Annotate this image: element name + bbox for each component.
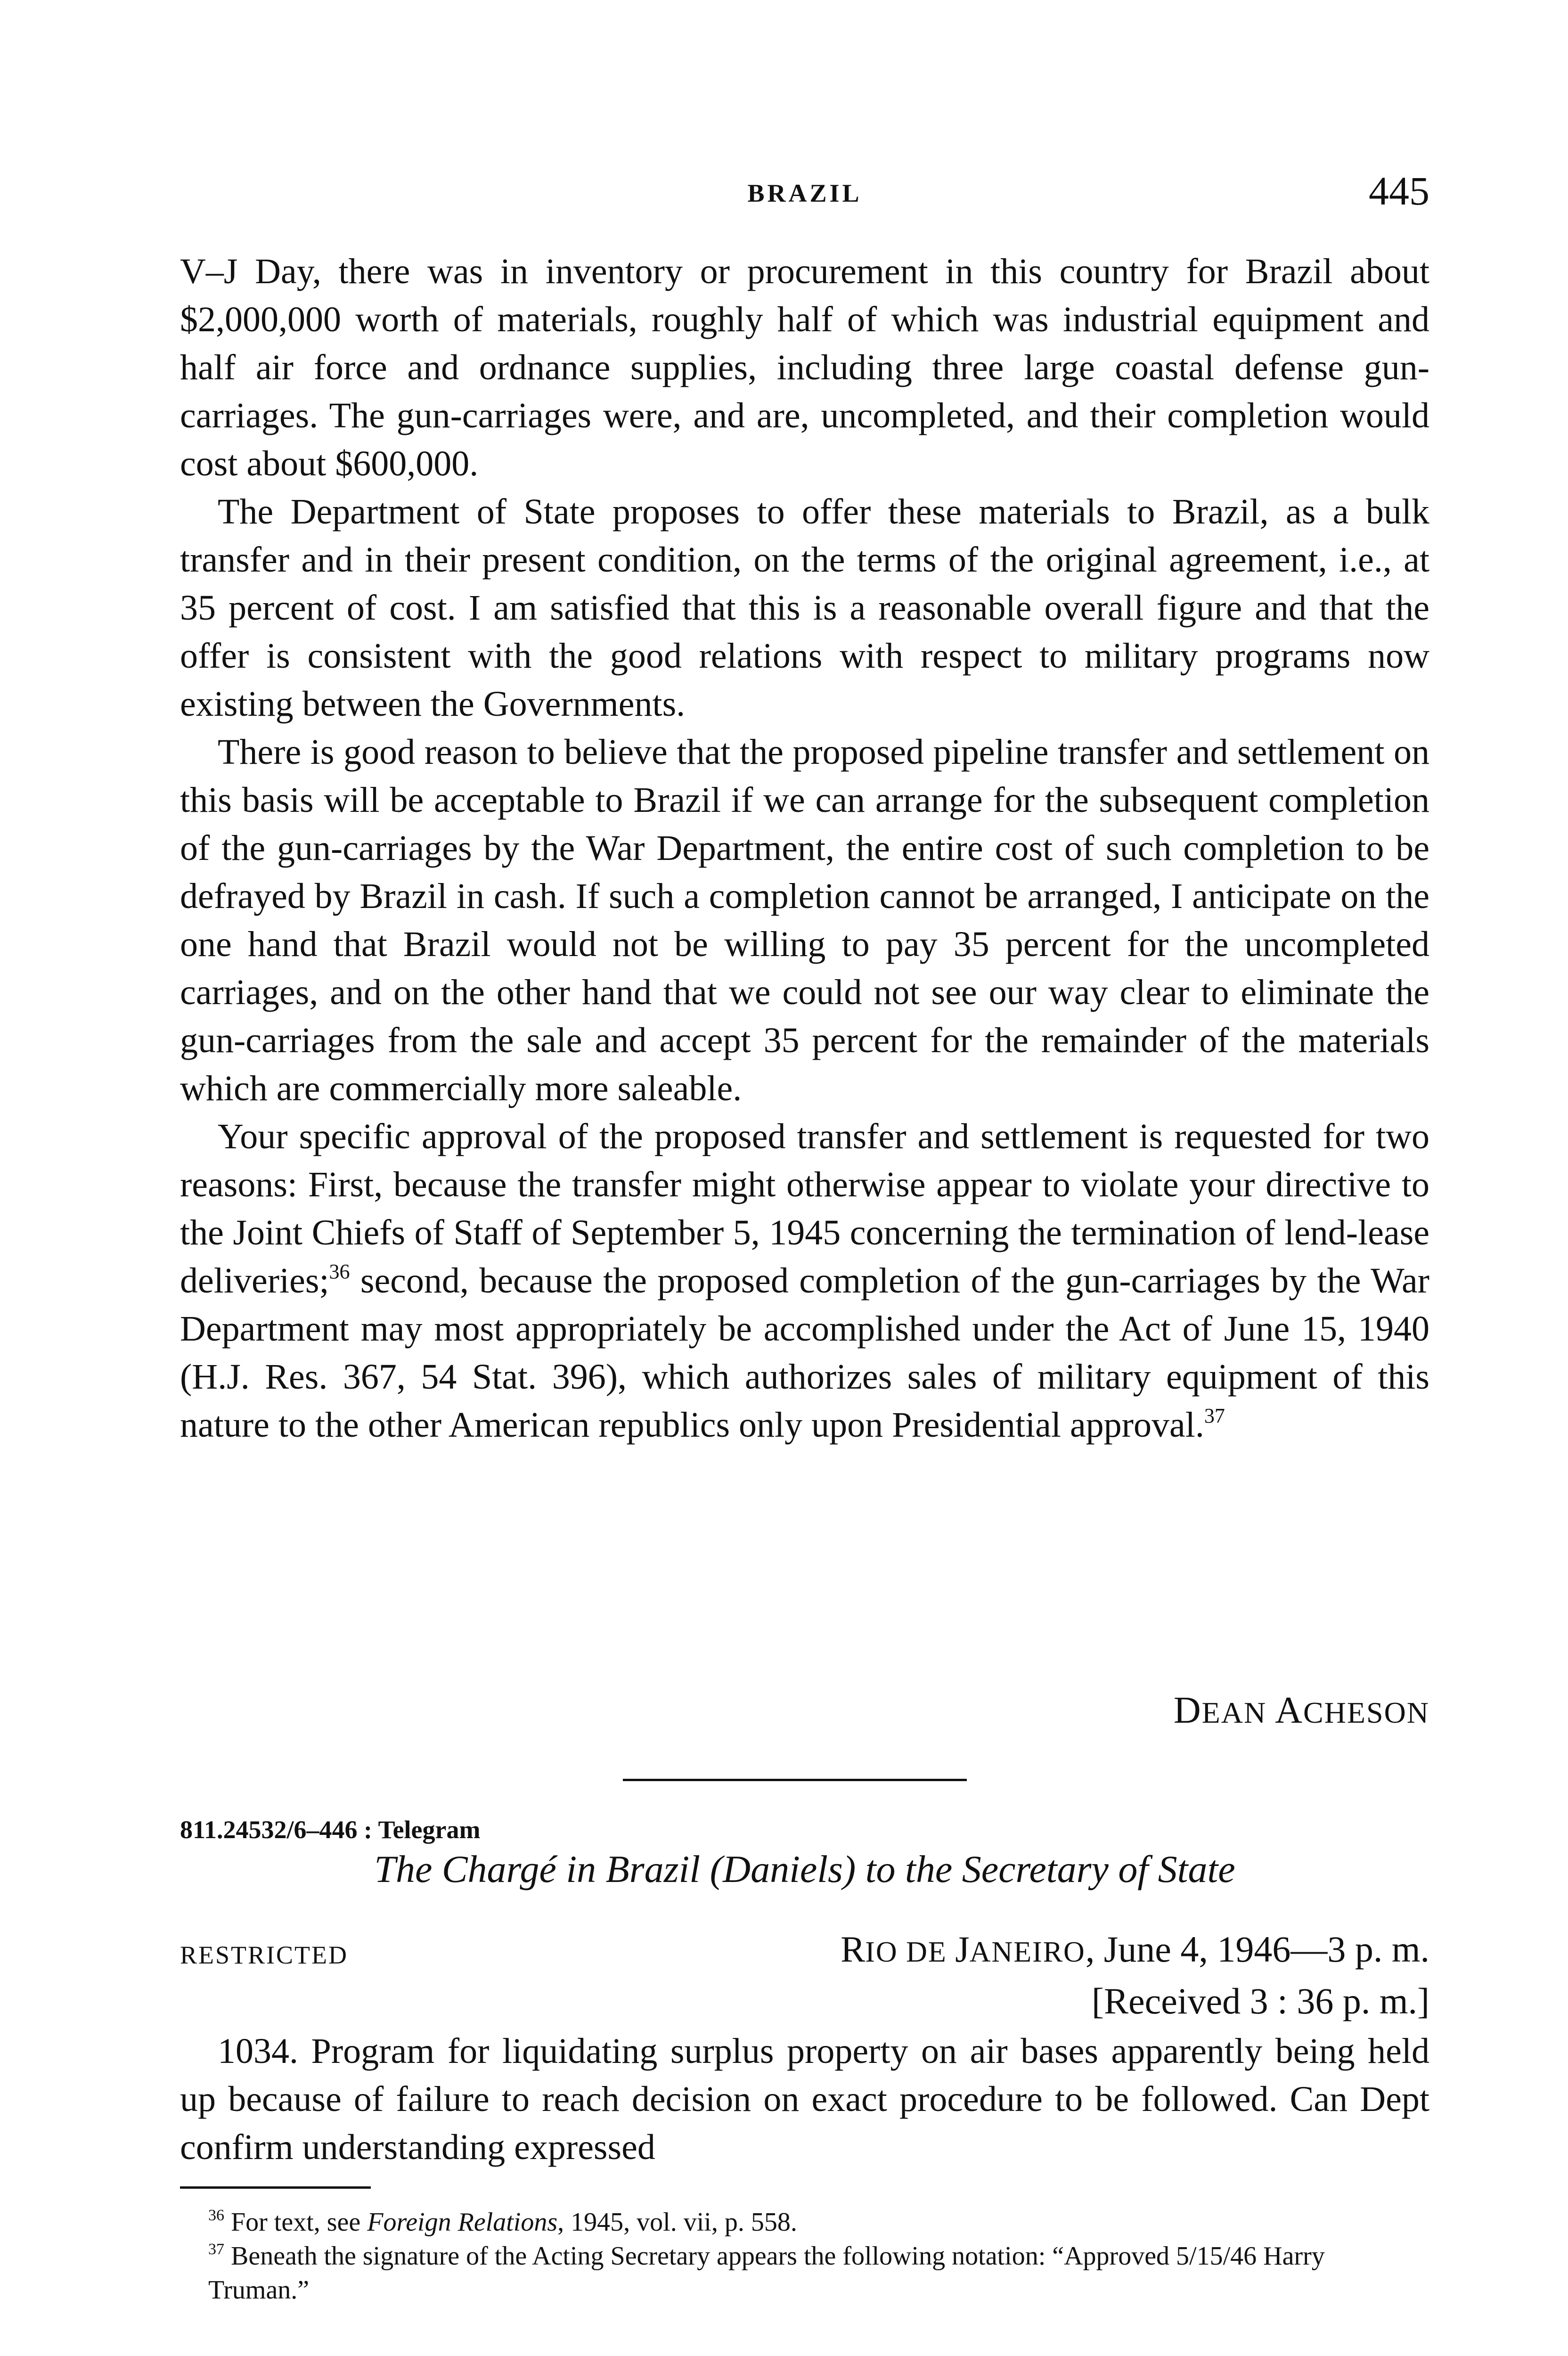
paragraph-2: The Department of State proposes to offer these materials to Brazil, as a bulk transfer and in their present condition, on the terms of the original agreement, i.e., at 35 percent of cost. I am satisfied that this is a reasonable overall figure and that the offer is consistent with the good relations with respect to military programs now existing between the Governments.: [180, 492, 1429, 724]
file-reference: 811.24532/6–446 : Telegram: [180, 1816, 481, 1844]
paragraph-1: V–J Day, there was in inventory or procurement in this country for Brazil about $2,000,000 worth of materials, roughly half of which was industrial equipment and half air force and ordnance supplies, including three large coastal defense gun-carriages. The gun-carriages were, and are, uncompleted, and their completion would cost about $600,000.: [180, 252, 1429, 483]
document-page: [180, 0, 1429, 2356]
footnote-ref-37: 37: [1204, 1404, 1225, 1427]
signature: DEAN ACHESON: [1173, 1690, 1429, 1731]
footnotes: [180, 2205, 1429, 2307]
letter-body: [180, 247, 1429, 1449]
telegram-body: [180, 2027, 1429, 2171]
footnote-37: $^{37}$ Beneath the signature of the Acting Secretary appears the following notation: “Approved 5/15/46 Harry Truman.”: [208, 2241, 1325, 2305]
classification-label: RESTRICTED: [180, 1941, 349, 1969]
dateline-received: [Received 3 : 36 p. m.]: [1092, 1980, 1429, 2021]
document-title: The Chargé in Brazil (Daniels) to the Secretary of State: [374, 1848, 1235, 1890]
running-title: BRAZIL: [747, 179, 862, 207]
dateline: [841, 1925, 1429, 2026]
footnote-36: $^{36}$ For text, see Foreign Relations, 1945, vol. vii, p. 558.: [208, 2207, 797, 2237]
footnote-rule: [180, 2186, 371, 2189]
dateline-sent: RIO DE JANEIRO, June 4, 1946—3 p. m.: [841, 1929, 1429, 1970]
paragraph-4-part-2: second, because the proposed completion of the gun-carriages by the War Department may most appropriately be accomplished under the Act of June 15, 1940 (H.J. Res. 367, 54 Stat. 396), which authorizes sales of military equipment of this nature to the other American republics only upon Presidential approval.: [180, 1261, 1429, 1445]
paragraph-3: There is good reason to believe that the proposed pipeline transfer and settlement on this basis will be acceptable to Brazil if we can arrange for the subsequent completion of the gun-carriages by the War Department, the entire cost of such completion to be defrayed by Brazil in cash. If such a completion cannot be arranged, I anticipate on the one hand that Brazil would not be willing to pay 35 percent for the uncompleted carriages, and on the other hand that we could not see our way clear to eliminate the gun-carriages from the sale and accept 35 percent for the remainder of the materials which are commercially more saleable.: [180, 732, 1429, 1108]
telegram-paragraph: 1034. Program for liquidating surplus property on air bases apparently being held up because of failure to reach decision on exact procedure to be followed. Can Dept confirm understanding expressed: [180, 2031, 1429, 2167]
paragraph-4: [180, 1113, 1429, 1449]
paragraph-4-part-1: Your specific approval of the proposed transfer and settlement is requested for two reasons: First, because the transfer might otherwise appear to violate your directive to the Joint Chiefs of Staff of September 5, 1945 concerning the termination of lend-lease deliveries;: [180, 1117, 1429, 1301]
page-number: 445: [1369, 168, 1429, 213]
running-head: [180, 167, 1429, 214]
footnote-ref-36: 36: [329, 1260, 350, 1283]
section-divider: [623, 1779, 967, 1781]
